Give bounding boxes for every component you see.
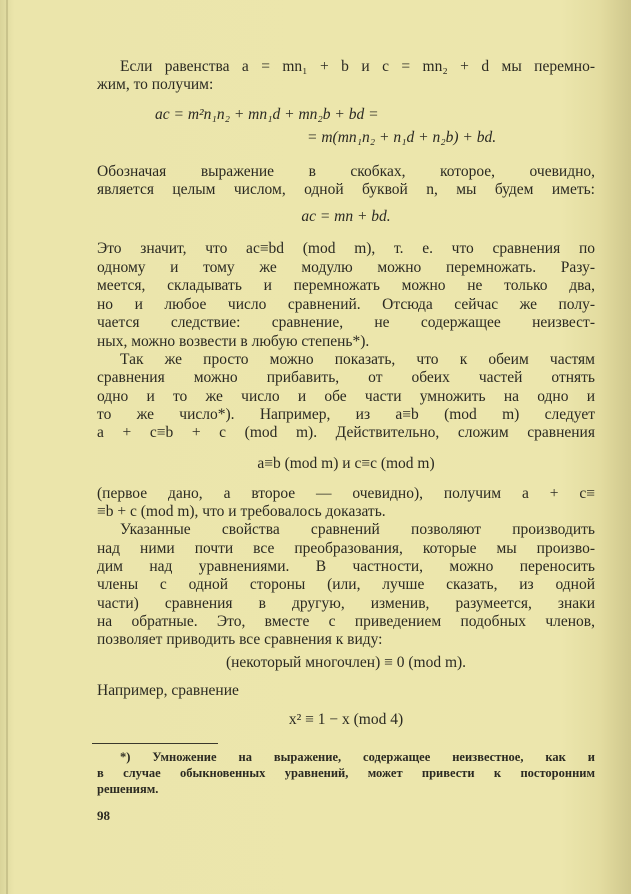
text-line: над ними почти все преобразования, которые мы произво-: [97, 540, 595, 557]
formula-line: x² ≡ 1 − x (mod 4): [288, 711, 404, 728]
text-line: члены с одной стороны (или, лучше сказать, из одной: [97, 576, 595, 593]
text-line: позволяет приводить все сравнения к виду:: [97, 631, 383, 648]
text-line: Указанные свойства сравнений позволяют производить: [120, 521, 595, 538]
text-line: одному и тому же модулю можно перемножать. Разу-: [97, 259, 595, 276]
text-line: чается следствие: сравнение, не содержащее неизвест-: [97, 314, 595, 331]
text-line: дим над уравнениями. В частности, можно переносить: [97, 558, 595, 575]
text-line: является целым числом, одной буквой n, мы будем иметь:: [97, 181, 595, 198]
footnote-line: в случае обыкновенных уравнений, может привести к посторонним: [97, 766, 595, 780]
formula-line: a≡b (mod m) и c≡c (mod m): [257, 455, 435, 472]
text-line: меется, складывать и перемножать можно не только два,: [97, 277, 595, 294]
text-line: жим, то получим:: [97, 76, 214, 93]
footnote-line: решениям.: [97, 782, 159, 796]
text-line: ных, можно возвести в любую степень*).: [97, 333, 370, 350]
text-line: одно и то же число и обе части умножить на одно и: [97, 388, 595, 405]
text-line: (первое дано, а второе — очевидно), получим a + c≡: [97, 485, 595, 502]
footnote-rule: [92, 743, 218, 744]
text-line: ≡b + c (mod m), что и требовалось доказать.: [97, 503, 386, 520]
text-line: Это значит, что ac≡bd (mod m), т. е. что сравнения по: [97, 240, 595, 257]
text-line: то же число*). Например, из a≡b (mod m) следует: [97, 406, 595, 423]
text-line: но и любое число сравнений. Отсюда сейчас же полу-: [97, 296, 595, 313]
text-line: Если равенства a = mn₁ + b и c = mn₂ + d мы перемно-: [120, 58, 595, 75]
page-edge: [6, 0, 8, 894]
text-line: Так же просто можно показать, что к обеим частям: [120, 351, 595, 368]
formula-line: ac = m²n₁n₂ + mn₁d + mn₂b + bd =: [155, 106, 379, 123]
footnote-line: *) Умножение на выражение, содержащее неизвестное, как и: [120, 750, 595, 764]
page-number: 98: [97, 808, 110, 823]
text-line: Обозначая выражение в скобках, которое, очевидно,: [97, 163, 595, 180]
formula-line: (некоторый многочлен) ≡ 0 (mod m).: [225, 654, 467, 671]
text-line: сравнения можно прибавить, от обеих частей отнять: [97, 369, 595, 386]
formula-line: ac = mn + bd.: [301, 208, 391, 225]
text-line: a + c≡b + c (mod m). Действительно, сложим сравнения: [97, 424, 595, 441]
text-line: части) сравнения в другую, изменив, разумеется, знаки: [97, 595, 595, 612]
text-line: Например, сравнение: [97, 682, 239, 699]
formula-line: = m(mn₁n₂ + n₁d + n₂b) + bd.: [307, 129, 497, 146]
text-line: на обратные. Это, вместе с приведением подобных членов,: [97, 613, 595, 630]
